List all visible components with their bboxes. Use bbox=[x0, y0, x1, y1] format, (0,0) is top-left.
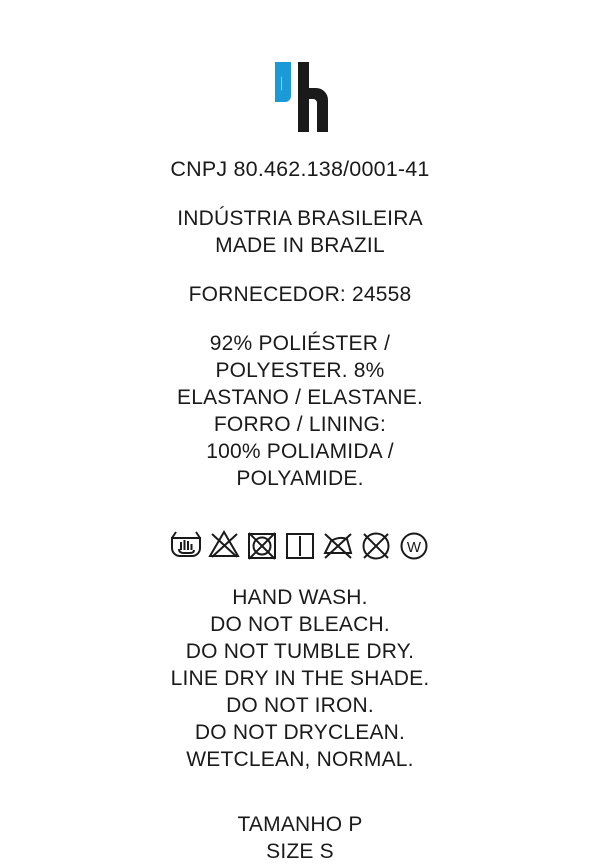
composition-line: 100% POLIAMIDA / bbox=[206, 440, 394, 463]
size-line-en: SIZE S bbox=[266, 840, 334, 863]
do-not-iron-symbol bbox=[320, 528, 356, 562]
brand-logo bbox=[265, 60, 335, 142]
wetclean-letter: W bbox=[406, 539, 422, 556]
do-not-tumble-dry-symbol bbox=[244, 528, 280, 562]
line-dry-in-shade-symbol bbox=[282, 528, 318, 562]
care-instruction: DO NOT IRON. bbox=[226, 694, 374, 717]
care-instruction: HAND WASH. bbox=[232, 586, 368, 609]
supplier-text: FORNECEDOR: 24558 bbox=[188, 283, 412, 306]
care-instruction: DO NOT BLEACH. bbox=[210, 613, 390, 636]
composition-line: FORRO / LINING: bbox=[213, 413, 387, 436]
composition-line: 92% POLIÉSTER / bbox=[209, 332, 391, 355]
origin-line-pt: INDÚSTRIA BRASILEIRA bbox=[177, 207, 423, 230]
origin-block bbox=[177, 205, 423, 259]
care-instruction: WETCLEAN, NORMAL. bbox=[186, 748, 414, 771]
care-instructions-block bbox=[171, 584, 430, 773]
care-instruction: DO NOT DRYCLEAN. bbox=[194, 721, 406, 744]
composition-line: ELASTANO / ELASTANE. bbox=[177, 386, 423, 409]
composition-line: POLYAMIDE. bbox=[236, 467, 364, 490]
cnpj-text: CNPJ 80.462.138/0001-41 bbox=[170, 157, 430, 181]
care-symbols-row bbox=[168, 528, 432, 562]
care-instruction: LINE DRY IN THE SHADE. bbox=[170, 667, 430, 690]
hand-wash-symbol bbox=[168, 528, 204, 562]
composition-line: POLYESTER. 8% bbox=[215, 359, 385, 382]
wetclean-normal-symbol bbox=[396, 528, 432, 562]
do-not-bleach-symbol bbox=[206, 528, 242, 562]
size-line-pt: TAMANHO P bbox=[237, 813, 363, 836]
composition-block bbox=[177, 330, 423, 492]
origin-line-en: MADE IN BRAZIL bbox=[215, 234, 385, 257]
do-not-dryclean-symbol bbox=[358, 528, 394, 562]
care-instruction: DO NOT TUMBLE DRY. bbox=[185, 640, 415, 663]
size-block bbox=[237, 811, 362, 865]
